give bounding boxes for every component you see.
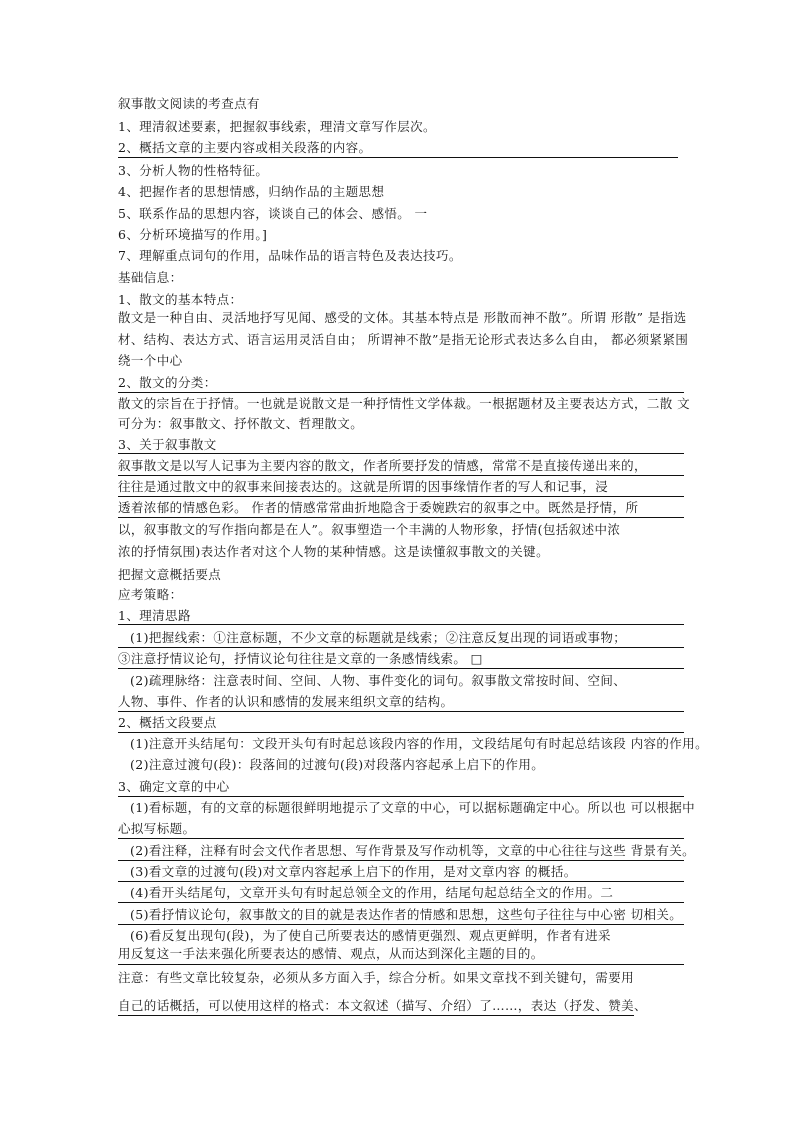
- t1-heading: 1、理清思路: [118, 608, 191, 623]
- point-1: 1、理清叙述要素，把握叙事线索，理清文章写作层次。: [118, 119, 436, 134]
- t3-item: 用反复这一手法来强化所要表达的感情、观点，从而达到深化主题的目的。: [118, 946, 544, 961]
- s3-line: 浓的抒情氛围)表达作者对这个人物的某种情感。这是读懂叙事散文的关键。: [118, 544, 549, 559]
- rule: [118, 624, 684, 625]
- rule: [118, 392, 684, 393]
- doc-title: 叙事散文阅读的考查点有: [118, 96, 260, 111]
- rule: [118, 496, 684, 497]
- t3-item: (4)看开头结尾句，文章开头句有时起总领全文的作用，结尾句起总结全文的作用。二: [130, 885, 614, 900]
- rule: [118, 517, 684, 518]
- s3-line: 以，叙事散文的写作指向都是在人”。叙事塑造一个丰满的人物形象，抒情(包括叙述中浓: [118, 522, 621, 537]
- rule: [118, 1015, 634, 1016]
- rule: [118, 157, 678, 158]
- t1-item: (2)疏理脉络：注意表时间、空间、人物、事件变化的词句。叙事散文常按时间、空间、: [130, 673, 627, 688]
- rule: [118, 860, 684, 861]
- rule: [118, 732, 684, 733]
- s2-line: 可分为：叙事散文、抒怀散文、哲理散文。: [118, 416, 364, 431]
- s3-heading: 3、关于叙事散文: [118, 437, 217, 452]
- point-3: 3、分析人物的性格特征。: [118, 163, 269, 178]
- point-2: 2、概括文章的主要内容或相关段落的内容。: [118, 140, 372, 155]
- t2-item: (1)注意开头结尾句：文段开头句有时起总该段内容的作用，文段结尾句有时起总结该段 内容的作用。: [130, 736, 708, 751]
- rule: [118, 796, 684, 797]
- rule: [118, 902, 684, 903]
- point-5: 5、联系作品的思想内容，谈谈自己的体会、感悟。 一: [118, 206, 428, 221]
- t1-item: (1)把握线索：①注意标题，不少文章的标题就是线索；②注意反复出现的词语或事物；: [130, 630, 627, 645]
- t3-heading: 3、确定文章的中心: [118, 779, 230, 794]
- t3-item: (6)看反复出现句(段)，为了使自己所要表达的感情更强烈、观点更鲜明，作者有进采: [130, 928, 611, 943]
- point-4: 4、把握作者的思想情感，归纳作品的主题思想: [118, 184, 385, 199]
- rule: [118, 881, 684, 882]
- s1-line: 散文是一种自由、灵活地抒写见闻、感受的文体。其基本特点是 形散而神不散”。所谓 形散” 是指选: [118, 310, 687, 325]
- rule: [118, 838, 684, 839]
- t3-item: (2)看注释，注释有时会文代作者思想、写作背景及写作动机等，文章的中心往往与这些 背景有关。: [130, 843, 696, 858]
- s3-line: 往往是通过散文中的叙事来间接表达的。这就是所谓的因事缘情作者的写人和记事，浸: [118, 479, 609, 494]
- t2-heading: 2、概括文段要点: [118, 715, 217, 730]
- s3-line: 叙事散文是以写人记事为主要内容的散文，作者所要抒发的情感，常常不是直接传递出来的，: [118, 458, 647, 473]
- t3-item: (5)看抒情议论句，叙事散文的目的就是表达作者的情感和思想，这些句子往往与中心密 切相关。: [130, 907, 683, 922]
- rule: [118, 711, 684, 712]
- s3-line: 透着浓郁的情感色彩。 作者的情感常常曲折地隐含于委婉跌宕的叙事之中。既然是抒情，所: [118, 500, 639, 515]
- point-6: 6、分析环境描写的作用。]: [118, 227, 268, 242]
- s1-line: 材、结构、表达方式、语言运用灵活自由； 所谓神不散”是指无论形式表达多么自由， 都必须紧紧围: [118, 332, 689, 347]
- basic-heading: 基础信息：: [118, 270, 183, 285]
- rule: [118, 475, 684, 476]
- rule: [118, 668, 684, 669]
- t1-item: 人物、事件、作者的认识和感情的发展来组织文章的结构。: [118, 694, 454, 709]
- t3-item: (3)看文章的过渡句(段)对文章内容起承上启下的作用，是对文章内容 的概括。: [130, 864, 577, 879]
- rule: [118, 453, 684, 454]
- s2-heading: 2、散文的分类：: [118, 375, 217, 390]
- t3-item: 心拟写标题。: [118, 821, 196, 836]
- point-7: 7、理解重点词句的作用，品味作品的语言特色及表达技巧。: [118, 248, 462, 263]
- grasp-heading: 把握文意概括要点: [118, 567, 222, 582]
- note-line: 注意：有些文章比较复杂，必须从多方面入手，综合分析。如果文章找不到关键句，需要用: [118, 970, 635, 985]
- note-line: 自己的话概括，可以使用这样的格式：本文叙述（描写、介绍）了……，表达（抒发、赞美、: [118, 998, 647, 1013]
- t2-item: (2)注意过渡句(段)：段落间的过渡句(段)对段落内容起承上启下的作用。: [130, 757, 545, 772]
- rule: [118, 647, 684, 648]
- s1-line: 绕一个中心: [118, 353, 183, 368]
- s1-heading: 1、散文的基本特点：: [118, 292, 243, 307]
- s2-line: 散文的宗旨在于抒情。一也就是说散文是一种抒情性文学体裁。一根据题材及主要表达方式，二散 文: [118, 396, 690, 411]
- rule: [118, 924, 684, 925]
- strategy-heading: 应考策略：: [118, 587, 183, 602]
- rule: [118, 964, 684, 965]
- t1-item: ③注意抒情议论句，抒情议论句往往是文章的一条感情线索。 □: [118, 651, 483, 666]
- t3-item: (1)看标题，有的文章的标题很鲜明地提示了文章的中心，可以据标题确定中心。所以也 可以根据中: [130, 800, 696, 815]
